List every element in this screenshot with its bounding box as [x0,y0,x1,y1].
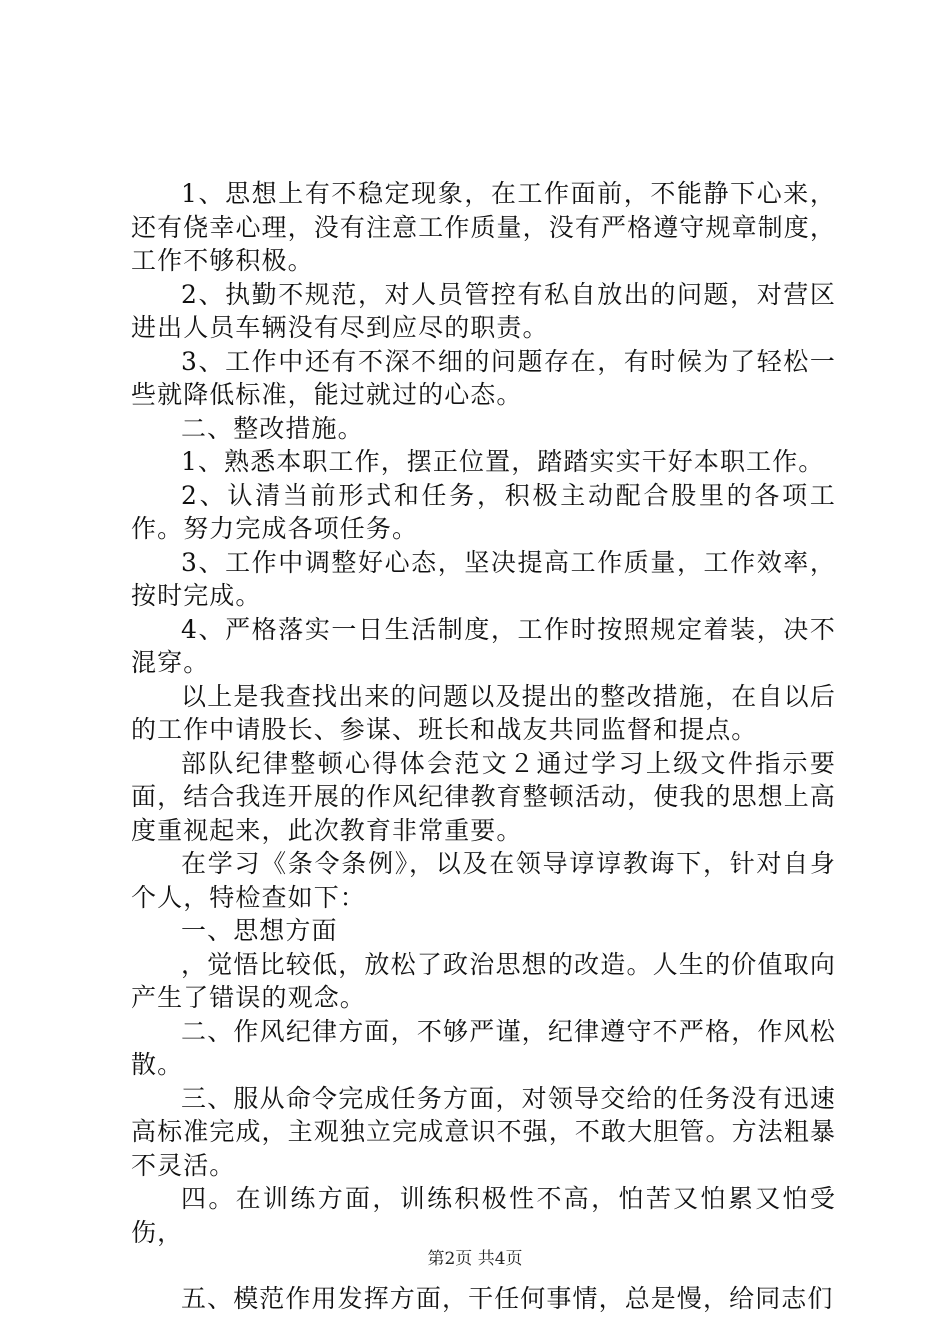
paragraph-15: 三、服从命令完成任务方面，对领导交给的任务没有迅速高标准完成，主观独立完成意识不强，不敢大胆管。方法粗暴不灵活。 [131,1083,836,1180]
paragraph-17: 五、模范作用发挥方面，干任何事情，总是慢，给同志们 [181,1284,834,1313]
paragraph-10: 部队纪律整顿心得体会范文２通过学习上级文件指示要面，结合我连开展的作风纪律教育整顿活动，使我的思想上高度重视起来，此次教育非常重要。 [131,748,836,845]
paragraph-3: 3、工作中还有不深不细的问题存在，有时候为了轻松一些就降低标准，能过就过的心态。 [131,346,836,409]
paragraph-8: 4、严格落实一日生活制度，工作时按照规定着装，决不混穿。 [131,614,836,677]
paragraph-13: ，觉悟比较低，放松了政治思想的改造。人生的价值取向产生了错误的观念。 [131,949,836,1012]
paragraph-1: 1、思想上有不稳定现象，在工作面前，不能静下心来，还有侥幸心理，没有注意工作质量，没有严格遵守规章制度，工作不够积极。 [131,179,836,275]
paragraph-7: 3、工作中调整好心态，坚决提高工作质量，工作效率，按时完成。 [131,547,836,610]
paragraph-11: 在学习《条令条例》，以及在领导谆谆教诲下，针对自身个人，特检查如下： [131,849,836,912]
paragraph-5: 1、熟悉本职工作，摆正位置，踏踏实实干好本职工作。 [181,447,825,476]
paragraph-16: 四。在训练方面，训练积极性不高，怕苦又怕累又怕受伤， [131,1184,836,1247]
paragraph-14: 二、作风纪律方面，不够严谨，纪律遵守不严格，作风松散。 [131,1016,836,1079]
paragraph-6: 2、认清当前形式和任务，积极主动配合股里的各项工作。努力完成各项任务。 [131,480,836,543]
paragraph-9: 以上是我查找出来的问题以及提出的整改措施，在自以后的工作中请股长、参谋、班长和战友共同监督和提点。 [131,681,836,744]
document-body [131,177,836,1316]
page-footer: 第2页 共4页 [427,1249,523,1269]
section-heading-thought: 一、思想方面 [181,916,338,945]
paragraph-2: 2、执勤不规范，对人员管控有私自放出的问题，对营区进出人员车辆没有尽到应尽的职责。 [131,279,836,342]
section-heading-rectification: 二、整改措施。 [181,413,364,443]
